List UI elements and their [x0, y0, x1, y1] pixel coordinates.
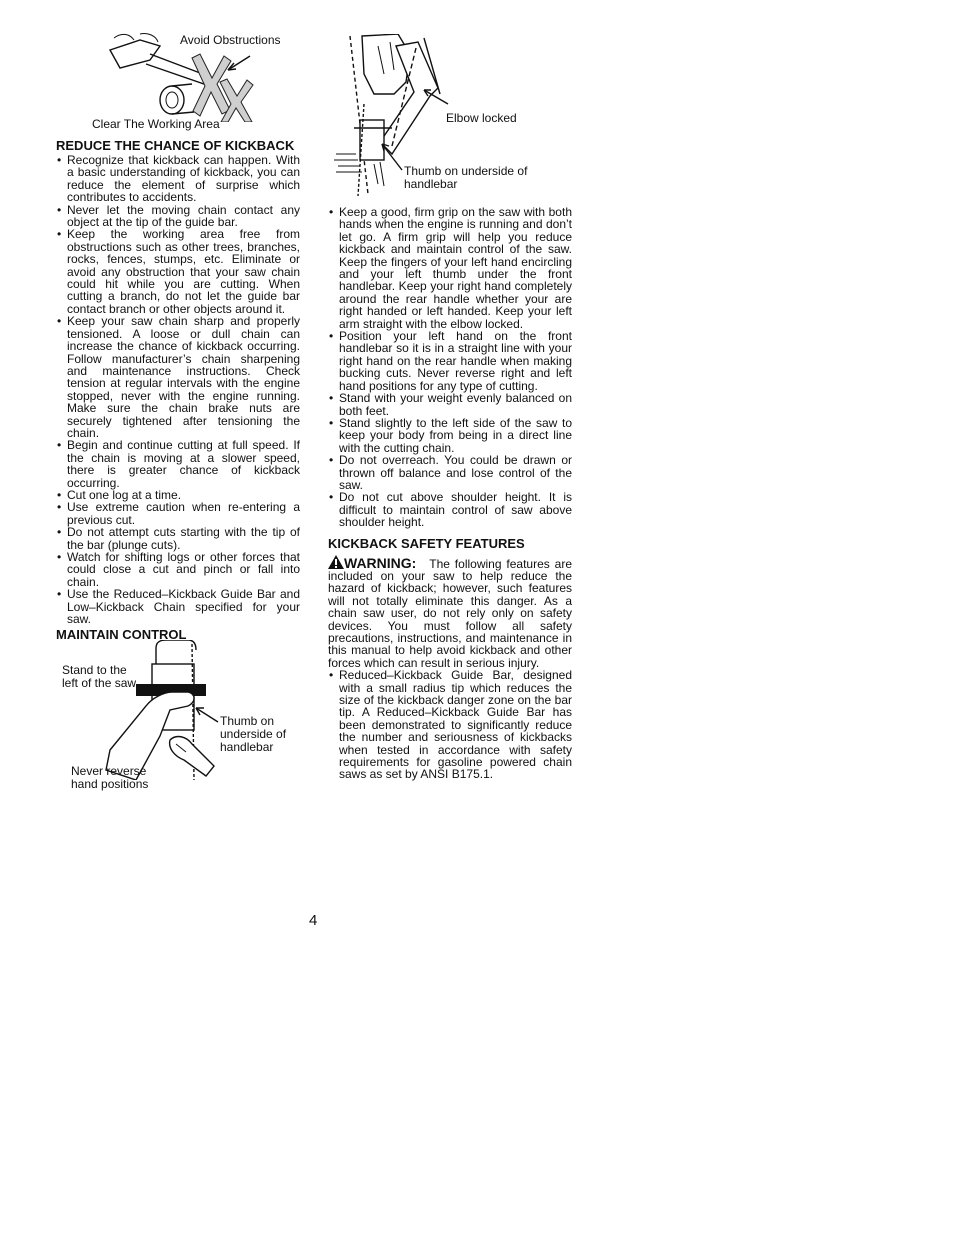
- list-item: • Recognize that kickback can happen. With a basic understanding of kickback, you can reduce the element of surprise which contributes to accidents.: [56, 154, 300, 204]
- list-item: • Do not attempt cuts starting with the tip of the bar (plunge cuts).: [56, 526, 300, 551]
- figure-label-avoid-obstructions: Avoid Obstructions: [180, 33, 281, 47]
- warning-paragraph: [328, 555, 572, 670]
- warning-text: The following features are included on your saw to help reduce the hazard of kickback; however, such features will not totally eliminate this danger. As a chain saw user, do not rely only on safety devices. You must follow all safety precautions, instructions, and maintenance in this manual to help avoid kickback and other forces which can result in serious injury.: [328, 556, 572, 670]
- list-item: • Reduced–Kickback Guide Bar, designed with a small radius tip which reduces the size of the kickback danger zone on the bar tip. A Reduced–Kickback Guide Bar has been demonstrated to significantly reduce the number and seriousness of kickbacks when tested in accordance with safety requirements for gasoline powered chain saws as set by ANSI B175.1.: [328, 669, 572, 781]
- thumb-arrow-icon: [378, 140, 406, 172]
- list-item: • Stand with your weight evenly balanced on both feet.: [328, 392, 572, 417]
- list-item: • Cut one log at a time.: [56, 489, 300, 501]
- list-item: • Never let the moving chain contact any object at the tip of the guide bar.: [56, 204, 300, 229]
- figure-label-thumb-underside-right: Thumb on underside of handlebar: [404, 164, 528, 191]
- page-number: 4: [309, 912, 318, 929]
- right-column: [328, 206, 572, 781]
- left-column: [56, 139, 300, 625]
- list-item: • Stand slightly to the left side of the saw to keep your body from being in a direct line with the cutting chain.: [328, 417, 572, 454]
- list-item: • Use the Reduced–Kickback Guide Bar and Low–Kickback Chain specified for your saw.: [56, 588, 300, 625]
- features-list: [328, 669, 572, 781]
- list-item: • Use extreme caution when re-entering a previous cut.: [56, 501, 300, 526]
- heading-reduce-kickback: REDUCE THE CHANCE OF KICKBACK: [56, 138, 295, 153]
- reduce-kickback-list: [56, 154, 300, 625]
- figure-maintain-control: [100, 640, 220, 780]
- list-item: • Keep the working area free from obstructions such as other trees, branches, rocks, fences, stumps, etc. Eliminate or avoid any obstruction that your saw chain could hit while you are cutting. When cutting a branch, do not let the guide bar contact branch or other objects around it.: [56, 228, 300, 315]
- list-item: • Begin and continue cutting at full speed. If the chain is moving at a slower speed, there is greater chance of kickback occurring.: [56, 439, 300, 489]
- elbow-arrow-icon: [420, 84, 450, 108]
- warning-triangle-icon: [328, 555, 344, 569]
- figure-label-stand-left: Stand to the left of the saw: [62, 663, 137, 690]
- figure-label-elbow-locked: Elbow locked: [446, 111, 517, 125]
- heading-kickback-safety-features: KICKBACK SAFETY FEATURES: [328, 535, 525, 551]
- figure-label-clear-working-area: Clear The Working Area: [92, 117, 220, 131]
- figure-label-thumb-underside-left: Thumb on underside of handlebar: [220, 714, 287, 754]
- list-item: • Do not overreach. You could be drawn or thrown off balance and lose control of the saw.: [328, 454, 572, 491]
- heading-maintain-control: MAINTAIN CONTROL: [56, 627, 187, 642]
- figure-label-never-reverse: Never reverse hand positions: [71, 764, 149, 791]
- list-item: • Do not cut above shoulder height. It is difficult to maintain control of saw above shoulder height.: [328, 491, 572, 528]
- list-item: • Keep your saw chain sharp and properly tensioned. A loose or dull chain can increase the chance of kickback occurring. Follow manufacturer’s chain sharpening and maintenance instructions. Check tension at regular intervals with the engine stopped, never with the engine running. Make sure the chain brake nuts are securely tightened after tensioning the chain.: [56, 315, 300, 439]
- warning-label: WARNING:: [344, 554, 417, 571]
- grip-list: [328, 206, 572, 529]
- list-item: • Watch for shifting logs or other forces that could close a cut and pinch or fall into chain.: [56, 551, 300, 588]
- list-item: • Position your left hand on the front handlebar so it is in a straight line with your right hand on the rear handle when making bucking cuts. Never reverse right and left hand positions for any type of cutting.: [328, 330, 572, 392]
- list-item: • Keep a good, firm grip on the saw with both hands when the engine is running and don’t let go. A firm grip will help you reduce kickback and maintain control of the saw. Keep the fingers of your left hand encircling and your left thumb under the front handlebar. Keep your right hand completely around the rear handle whether your are right handed or left handed. Keep your left arm straight with the elbow locked.: [328, 206, 572, 330]
